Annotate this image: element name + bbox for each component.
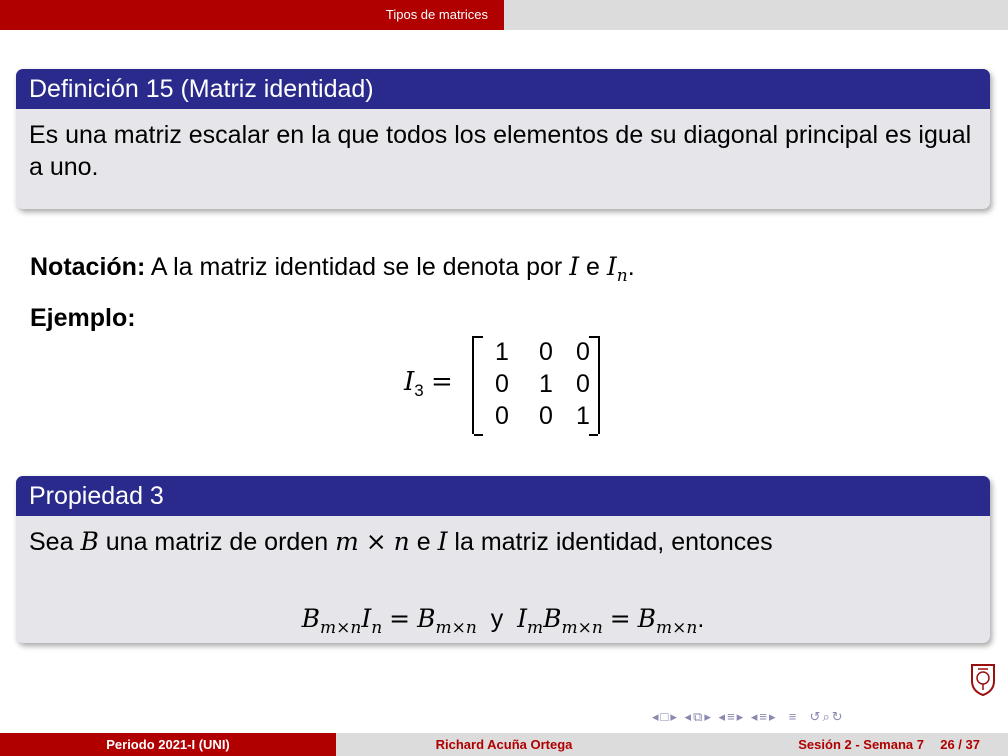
f-eq2: = — [609, 604, 631, 633]
footer-bar — [0, 733, 1008, 756]
nav-prev-frame-icon[interactable]: ◂ — [652, 709, 661, 724]
identity-n-subscript: n — [616, 266, 628, 286]
f-B2: B — [417, 604, 436, 633]
f-B4: B — [637, 604, 657, 633]
matrix-cell: 0 — [539, 402, 553, 430]
definition-body: Es una matriz escalar en la que todos los elementos de su diagonal principal es igual a uno. — [29, 121, 972, 181]
navigation-controls — [652, 709, 845, 725]
f-y: y — [490, 605, 504, 633]
property-block — [16, 476, 990, 643]
prop-times: × — [365, 527, 387, 556]
footer-page-number: 26 / 37 — [940, 737, 980, 752]
identity-symbol: I — [569, 252, 580, 281]
nav-toc-icon[interactable]: ≡ — [788, 709, 799, 724]
notation-line — [30, 252, 635, 286]
f-sub6: m×n — [656, 618, 698, 638]
matrix-lhs — [404, 366, 453, 401]
f-I2: I — [517, 604, 527, 633]
header-bar — [0, 0, 1008, 30]
prop-text-4: la matriz identidad, entonces — [454, 528, 773, 556]
notation-label: Notación: — [30, 253, 146, 281]
nav-back-icon[interactable]: ↺ — [809, 709, 823, 724]
matrix-lhs-symbol: I — [404, 367, 415, 397]
matrix-grid — [480, 338, 598, 434]
university-seal-icon — [968, 661, 998, 697]
matrix-cell: 0 — [576, 370, 590, 398]
f-sub5: m×n — [561, 618, 603, 638]
nav-prev-subsection-icon[interactable]: ◂ — [684, 709, 694, 724]
property-title: Propiedad 3 — [16, 476, 990, 516]
nav-section-icon[interactable]: ≡ — [727, 709, 737, 724]
nav-prev-section-icon[interactable]: ◂ — [718, 709, 728, 724]
matrix-cell: 0 — [495, 370, 509, 398]
section-title[interactable]: Tipos de matrices — [0, 0, 504, 30]
footer-session: Sesión 2 - Semana 7 — [798, 737, 924, 752]
matrix-cell: 1 — [495, 338, 509, 366]
matrix-lhs-subscript: 3 — [414, 381, 424, 401]
f-eq1: = — [389, 604, 411, 633]
nav-subsection-icon[interactable]: ⧉ — [693, 709, 705, 724]
footer-right — [672, 733, 1008, 756]
f-sub2: n — [371, 618, 383, 638]
f-I1: I — [361, 604, 372, 633]
nav-prev-part-icon[interactable]: ◂ — [750, 709, 760, 724]
prop-I: I — [437, 527, 448, 556]
matrix-equals: = — [430, 367, 453, 397]
notation-conj: e — [586, 253, 600, 281]
nav-part-icon[interactable]: ≡ — [759, 709, 769, 724]
footer-period: Periodo 2021-I (UNI) — [0, 733, 336, 756]
prop-text-3: e — [416, 528, 431, 556]
matrix-cell: 0 — [539, 338, 553, 366]
identity-n-symbol: I — [606, 252, 617, 281]
f-B1: B — [301, 604, 321, 633]
nav-forward-icon[interactable]: ↻ — [831, 709, 845, 724]
prop-m: m — [335, 527, 359, 556]
f-period: . — [697, 605, 705, 633]
example-label: Ejemplo: — [30, 304, 136, 332]
matrix-cell: 1 — [539, 370, 553, 398]
nav-next-part-icon[interactable]: ▸ — [768, 709, 778, 724]
f-sub1: m×n — [320, 618, 362, 638]
nav-next-frame-icon[interactable]: ▸ — [670, 709, 679, 724]
prop-n: n — [393, 527, 410, 556]
prop-text-2: una matriz de orden — [105, 528, 329, 556]
matrix-cell: 0 — [495, 402, 509, 430]
nav-search-icon[interactable]: ⌕ — [822, 709, 832, 724]
footer-author: Richard Acuña Ortega — [336, 733, 672, 756]
prop-B: B — [80, 527, 99, 556]
prop-text-1: Sea — [29, 528, 74, 556]
matrix-cell: 1 — [576, 402, 590, 430]
f-sub4: m — [526, 618, 544, 638]
f-B3: B — [543, 604, 562, 633]
nav-frame-icon[interactable]: □ — [660, 709, 671, 724]
definition-title: Definición 15 (Matriz identidad) — [16, 69, 990, 109]
notation-text: A la matriz identidad se le denota por — [150, 253, 563, 281]
nav-next-subsection-icon[interactable]: ▸ — [704, 709, 713, 724]
nav-next-section-icon[interactable]: ▸ — [736, 709, 746, 724]
matrix-cell: 0 — [576, 338, 590, 366]
matrix-brackets — [472, 336, 600, 434]
notation-end: . — [627, 253, 635, 281]
definition-block — [16, 69, 990, 209]
property-formula — [16, 604, 990, 638]
f-sub3: m×n — [435, 618, 477, 638]
property-statement — [16, 516, 990, 568]
